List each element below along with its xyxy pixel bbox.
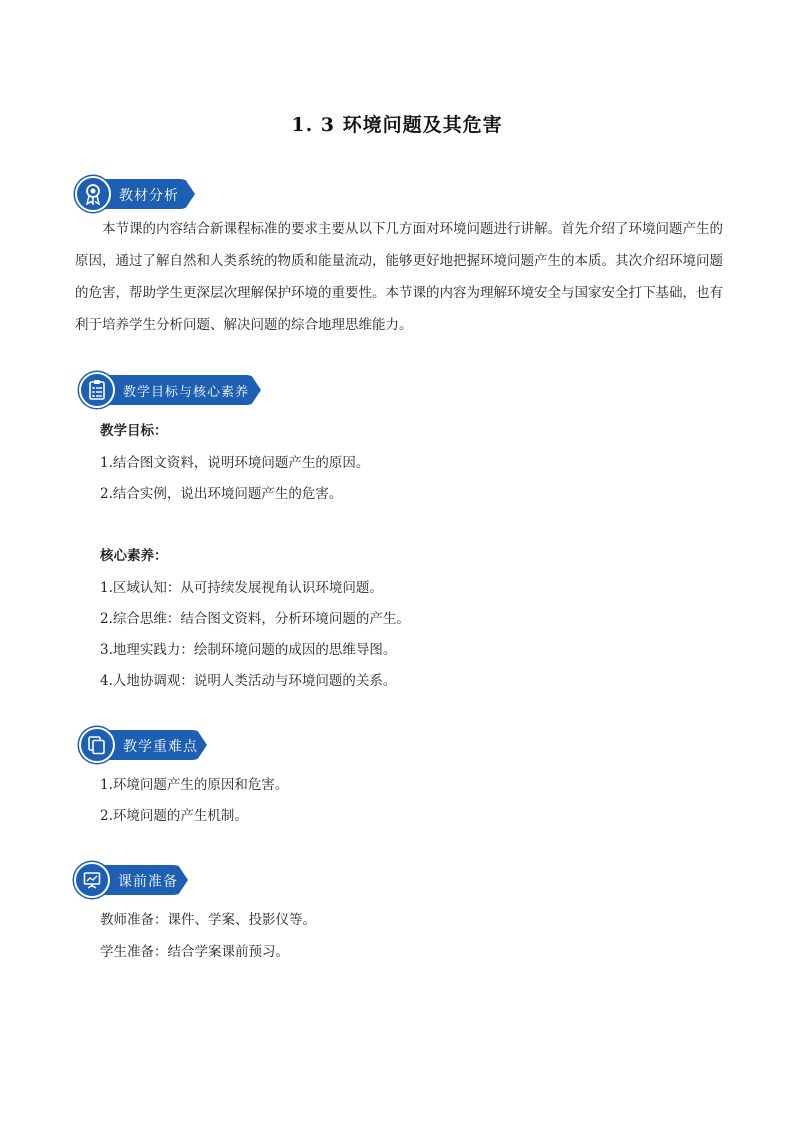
section-heading-label: 教学目标与核心素养	[123, 385, 250, 400]
list-item: 教师准备：课件、学案、投影仪等。	[100, 912, 316, 928]
literacy-label: 核心素养：	[100, 548, 168, 564]
goals-label: 教学目标：	[100, 423, 168, 439]
documents-stack-icon	[79, 727, 115, 763]
section-heading-prep	[74, 862, 189, 898]
page-title: 1. 3 环境问题及其危害	[291, 114, 503, 136]
clipboard-list-icon	[79, 372, 115, 408]
section-heading-analysis	[75, 176, 195, 212]
list-item: 2.结合实例，说出环境问题产生的危害。	[100, 486, 343, 502]
chart-board-icon	[74, 862, 110, 898]
list-item: 学生准备：结合学案课前预习。	[100, 944, 289, 960]
list-item: 1.区域认知：从可持续发展视角认识环境问题。	[100, 580, 383, 596]
list-item: 3.地理实践力：绘制环境问题的成因的思维导图。	[100, 642, 397, 658]
section-heading-keypoints	[79, 727, 209, 763]
section-heading-label: 课前准备	[118, 874, 178, 890]
section-heading-goals	[79, 372, 264, 408]
list-item: 2.综合思维：结合图文资料，分析环境问题的产生。	[100, 611, 410, 627]
section-heading-label: 教学重难点	[123, 739, 198, 755]
list-item: 1.结合图文资料，说明环境问题产生的原因。	[100, 455, 370, 471]
list-item: 2.环境问题的产生机制。	[100, 808, 248, 824]
list-item: 1.环境问题产生的原因和危害。	[100, 777, 289, 793]
analysis-paragraph: 本节课的内容结合新课程标准的要求主要从以下几方面对环境问题进行讲解。首先介绍了环境问题产生的原因，通过了解自然和人类系统的物质和能量流动，能够更好地把握环境问题产生的本质。其次介绍环境问题的危害，帮助学生更深层次理解保护环境的重要性。本节课的内容为理解环境安全与国家安全打下基础，也有利于培养学生分析问题、解决问题的综合地理思维能力。	[75, 221, 723, 333]
list-item: 4.人地协调观：说明人类活动与环境问题的关系。	[100, 673, 397, 689]
award-ribbon-icon	[75, 176, 111, 212]
section-heading-label: 教材分析	[119, 188, 179, 204]
